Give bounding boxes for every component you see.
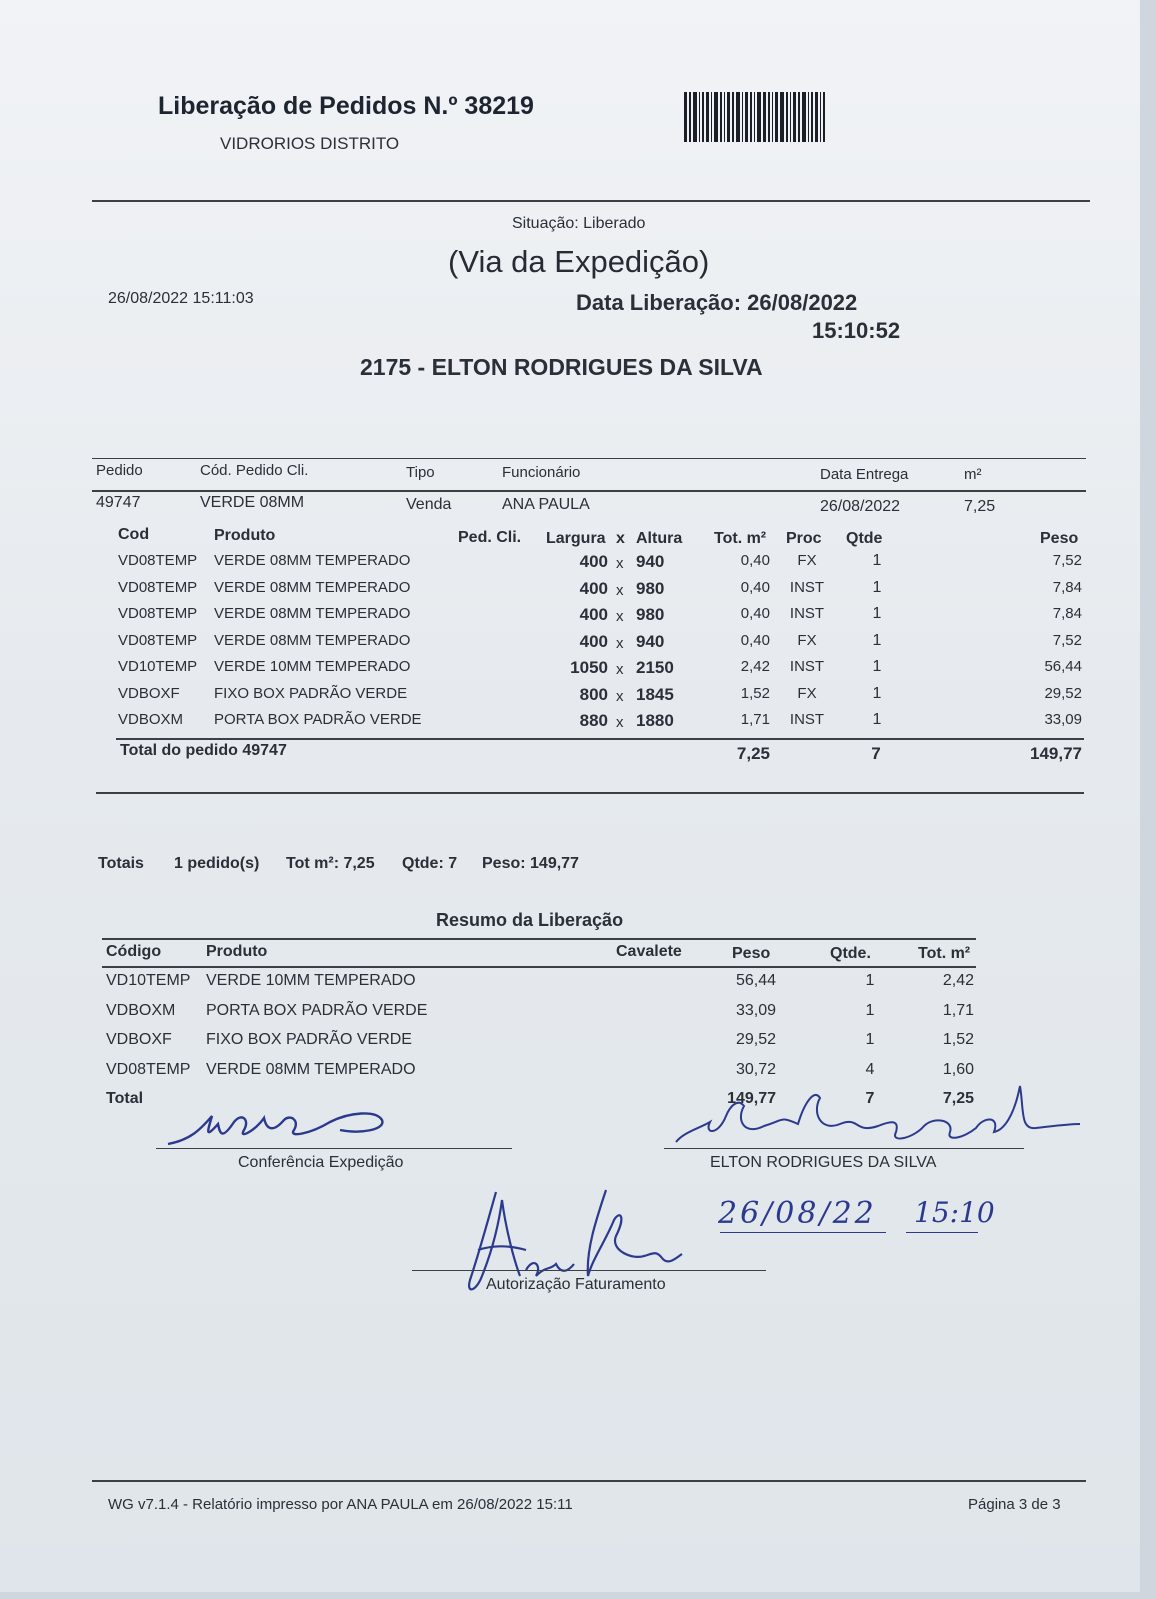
- col-data-entrega: Data Entrega: [820, 466, 909, 483]
- totals-qtde: Qtde: 7: [402, 855, 458, 872]
- order-total-qtde: 7: [871, 744, 881, 763]
- divider: [92, 490, 1086, 492]
- client-name: 2175 - ELTON RODRIGUES DA SILVA: [360, 354, 763, 380]
- barcode-bar: [772, 92, 773, 142]
- item-cod: VDBOXF: [118, 684, 180, 702]
- company-name: VIDRORIOS DISTRITO: [220, 134, 400, 153]
- item-peso: 29,52: [1044, 684, 1082, 702]
- document-title: Liberação de Pedidos N.º 38219: [158, 92, 534, 120]
- table-row: [0, 579, 1140, 605]
- summary-qtde: 1: [865, 1031, 875, 1048]
- barcode-bar: [763, 92, 766, 142]
- col-tipo: Tipo: [406, 464, 435, 481]
- col-cod-pedido-cli: Cód. Pedido Cli.: [200, 462, 309, 479]
- summary-tot-m2: 1,52: [942, 1031, 974, 1048]
- item-tot-m2: 1,71: [740, 711, 770, 728]
- summary-qtde: 4: [865, 1060, 875, 1078]
- item-qtde: 1: [872, 658, 882, 675]
- item-largura: 800: [579, 684, 608, 704]
- totals-peso: Peso: 149,77: [482, 855, 579, 872]
- items-col-altura: Altura: [636, 530, 683, 547]
- summary-col-codigo: Código: [106, 943, 162, 960]
- summary-row: [0, 1002, 1140, 1031]
- order-employee: ANA PAULA: [502, 496, 590, 513]
- item-proc: INST: [789, 711, 825, 728]
- signature-line: [156, 1148, 512, 1149]
- barcode-bar: [823, 92, 825, 142]
- item-tot-m2: 0,40: [740, 578, 770, 596]
- expedition-label: Conferência Expedição: [238, 1154, 404, 1171]
- divider: [116, 738, 1084, 740]
- item-largura: 880: [579, 711, 608, 730]
- order-total-peso: 149,77: [1030, 744, 1082, 763]
- divider: [92, 200, 1090, 202]
- summary-produto: PORTA BOX PADRÃO VERDE: [206, 1001, 428, 1019]
- summary-produto: VERDE 08MM TEMPERADO: [206, 1060, 416, 1078]
- col-pedido: Pedido: [96, 462, 143, 479]
- item-peso: 33,09: [1044, 711, 1082, 728]
- item-tot-m2: 0,40: [740, 605, 770, 622]
- item-qtde: 1: [872, 631, 882, 649]
- items-col-x: x: [616, 530, 625, 547]
- items-col-tot-m2: Tot. m²: [714, 530, 767, 547]
- item-cod: VD08TEMP: [118, 552, 198, 569]
- item-proc: INST: [789, 658, 825, 675]
- barcode-bar: [702, 92, 704, 142]
- barcode-bar: [711, 92, 712, 142]
- item-cod: VD10TEMP: [118, 658, 198, 675]
- divider: [102, 966, 976, 968]
- order-m2: 7,25: [964, 498, 996, 515]
- item-proc: INST: [789, 605, 825, 622]
- items-col-proc: Proc: [786, 530, 822, 547]
- item-altura: 940: [636, 552, 665, 571]
- summary-total-label: Total: [106, 1090, 144, 1107]
- item-tot-m2: 0,40: [740, 552, 770, 569]
- summary-col-cavalete: Cavalete: [616, 943, 682, 960]
- totals-label: Totais: [98, 855, 144, 872]
- items-col-cod: Cod: [118, 526, 150, 543]
- summary-col-tot-m2: Tot. m²: [918, 945, 971, 962]
- table-row: [0, 658, 1140, 684]
- expedition-signature: [160, 1100, 400, 1150]
- item-proc: INST: [789, 578, 825, 596]
- summary-row: [0, 1031, 1140, 1060]
- summary-title: Resumo da Liberação: [436, 910, 624, 930]
- barcode-bar: [790, 92, 791, 142]
- item-altura: 980: [636, 605, 665, 624]
- barcode-bar: [808, 92, 809, 142]
- barcode-bar: [811, 92, 813, 142]
- footer-printed-by: WG v7.1.4 - Relatório impresso por ANA PAULA em 26/08/2022 15:11: [108, 1496, 573, 1513]
- item-altura: 980: [636, 578, 665, 598]
- summary-peso: 33,09: [735, 1001, 776, 1019]
- summary-produto: FIXO BOX PADRÃO VERDE: [206, 1031, 412, 1048]
- items-col-peso: Peso: [1040, 530, 1079, 547]
- release-time: 15:10:52: [812, 318, 901, 343]
- barcode-bar: [706, 92, 709, 142]
- release-date: Data Liberação: 26/08/2022: [576, 290, 858, 315]
- summary-codigo: VDBOXM: [106, 1001, 176, 1019]
- summary-total-qtde: 7: [865, 1090, 875, 1107]
- divider: [92, 1480, 1086, 1482]
- item-qtde: 1: [872, 684, 882, 702]
- barcode-bar: [714, 92, 718, 142]
- order-client-code: VERDE 08MM: [200, 494, 305, 511]
- summary-codigo: VD08TEMP: [106, 1060, 191, 1078]
- barcode-bar: [793, 92, 796, 142]
- item-produto: PORTA BOX PADRÃO VERDE: [214, 711, 422, 728]
- item-peso: 56,44: [1044, 658, 1082, 675]
- col-m2: m²: [964, 466, 982, 483]
- item-peso: 7,52: [1052, 552, 1082, 569]
- items-col-largura: Largura: [546, 530, 606, 547]
- footer-page-number: Página 3 de 3: [968, 1496, 1061, 1513]
- order-type: Venda: [406, 496, 452, 513]
- order-total-label: Total do pedido 49747: [120, 742, 287, 759]
- barcode: [684, 92, 860, 142]
- barcode-bar: [745, 92, 748, 142]
- item-qtde: 1: [872, 578, 882, 596]
- item-x: x: [616, 661, 624, 678]
- table-row: [0, 552, 1140, 578]
- summary-codigo: VD10TEMP: [106, 972, 191, 989]
- barcode-bar: [750, 92, 752, 142]
- signature-line: [412, 1270, 766, 1271]
- item-peso: 7,84: [1052, 578, 1082, 596]
- barcode-bar: [684, 92, 687, 142]
- item-x: x: [616, 687, 624, 705]
- divider: [96, 792, 1084, 794]
- item-largura: 400: [579, 578, 608, 598]
- summary-qtde: 1: [865, 972, 875, 989]
- barcode-bar: [736, 92, 740, 142]
- summary-peso: 29,52: [735, 1031, 776, 1048]
- printed-datetime: 26/08/2022 15:11:03: [108, 290, 254, 307]
- item-x: x: [616, 555, 624, 572]
- client-signature-label: ELTON RODRIGUES DA SILVA: [710, 1154, 937, 1171]
- barcode-bar: [757, 92, 761, 142]
- barcode-bar: [732, 92, 734, 142]
- summary-col-produto: Produto: [206, 943, 268, 960]
- item-proc: FX: [797, 684, 817, 702]
- barcode-bar: [689, 92, 691, 142]
- item-proc: FX: [797, 552, 817, 569]
- summary-produto: VERDE 10MM TEMPERADO: [206, 972, 416, 989]
- barcode-bar: [820, 92, 821, 142]
- summary-col-peso: Peso: [732, 945, 771, 962]
- summary-codigo: VDBOXF: [106, 1031, 172, 1048]
- item-largura: 400: [579, 631, 608, 651]
- totals-pedidos: 1 pedido(s): [174, 855, 260, 872]
- table-row: [0, 632, 1140, 658]
- col-funcionario: Funcionário: [502, 464, 581, 481]
- order-total-m2: 7,25: [736, 744, 770, 763]
- summary-row: [0, 972, 1140, 1001]
- item-x: x: [616, 634, 624, 652]
- item-produto: VERDE 08MM TEMPERADO: [214, 631, 411, 649]
- handwritten-underline: [720, 1232, 886, 1233]
- item-qtde: 1: [872, 711, 882, 728]
- item-produto: FIXO BOX PADRÃO VERDE: [214, 684, 408, 702]
- barcode-bar: [798, 92, 800, 142]
- signature-line: [664, 1148, 1024, 1149]
- barcode-bar: [754, 92, 755, 142]
- items-col-qtde: Qtde: [846, 530, 883, 547]
- barcode-bar: [768, 92, 770, 142]
- summary-qtde: 1: [865, 1001, 875, 1019]
- order-delivery-date: 26/08/2022: [820, 498, 901, 515]
- summary-tot-m2: 1,60: [942, 1060, 974, 1078]
- table-row: [0, 605, 1140, 631]
- summary-peso: 30,72: [735, 1060, 776, 1078]
- item-produto: VERDE 08MM TEMPERADO: [214, 605, 411, 622]
- item-qtde: 1: [872, 605, 882, 622]
- summary-tot-m2: 1,71: [942, 1001, 974, 1019]
- barcode-bar: [699, 92, 700, 142]
- barcode-bar: [742, 92, 743, 142]
- barcode-bar: [727, 92, 730, 142]
- barcode-bar: [780, 92, 784, 142]
- item-tot-m2: 2,42: [740, 658, 770, 675]
- item-cod: VD08TEMP: [118, 605, 198, 622]
- summary-tot-m2: 2,42: [942, 972, 974, 989]
- item-x: x: [616, 714, 624, 731]
- client-signature: [664, 1076, 1084, 1150]
- item-cod: VD08TEMP: [118, 631, 198, 649]
- handwritten-date: 26/08/22: [718, 1196, 877, 1231]
- authorization-label: Autorização Faturamento: [486, 1276, 666, 1293]
- barcode-bar: [802, 92, 806, 142]
- item-proc: FX: [797, 631, 817, 649]
- barcode-bar: [815, 92, 818, 142]
- barcode-bar: [724, 92, 725, 142]
- item-altura: 1845: [636, 684, 674, 704]
- item-altura: 2150: [636, 658, 674, 677]
- summary-peso: 56,44: [735, 972, 776, 989]
- item-largura: 400: [579, 605, 608, 624]
- item-altura: 1880: [636, 711, 674, 730]
- item-qtde: 1: [872, 552, 882, 569]
- handwritten-time: 15:10: [914, 1196, 995, 1229]
- item-tot-m2: 1,52: [740, 684, 770, 702]
- item-produto: VERDE 10MM TEMPERADO: [214, 658, 411, 675]
- item-cod: VD08TEMP: [118, 578, 198, 596]
- order-number: 49747: [96, 494, 141, 511]
- barcode-bar: [693, 92, 697, 142]
- item-x: x: [616, 581, 624, 599]
- totals-m2: Tot m²: 7,25: [286, 855, 375, 872]
- summary-col-qtde: Qtde.: [830, 945, 871, 962]
- item-cod: VDBOXM: [118, 711, 184, 728]
- divider: [92, 458, 1086, 459]
- divider: [102, 938, 976, 940]
- via-label: (Via da Expedição): [448, 244, 710, 279]
- handwritten-underline: [906, 1232, 978, 1233]
- item-produto: VERDE 08MM TEMPERADO: [214, 552, 411, 569]
- item-x: x: [616, 608, 624, 625]
- barcode-bar: [786, 92, 788, 142]
- item-tot-m2: 0,40: [740, 631, 770, 649]
- items-col-produto: Produto: [214, 527, 276, 544]
- situation-text: Situação: Liberado: [512, 215, 646, 232]
- item-largura: 400: [579, 552, 608, 571]
- item-altura: 940: [636, 631, 665, 651]
- summary-total-peso: 149,77: [727, 1090, 776, 1107]
- items-col-ped-cli: Ped. Cli.: [458, 529, 522, 546]
- item-produto: VERDE 08MM TEMPERADO: [214, 578, 411, 596]
- barcode-bar: [720, 92, 722, 142]
- table-row: [0, 685, 1140, 711]
- item-peso: 7,52: [1052, 631, 1082, 649]
- barcode-bar: [775, 92, 778, 142]
- item-largura: 1050: [570, 658, 608, 677]
- table-row: [0, 711, 1140, 737]
- item-peso: 7,84: [1052, 605, 1082, 622]
- summary-total-m2: 7,25: [942, 1090, 974, 1107]
